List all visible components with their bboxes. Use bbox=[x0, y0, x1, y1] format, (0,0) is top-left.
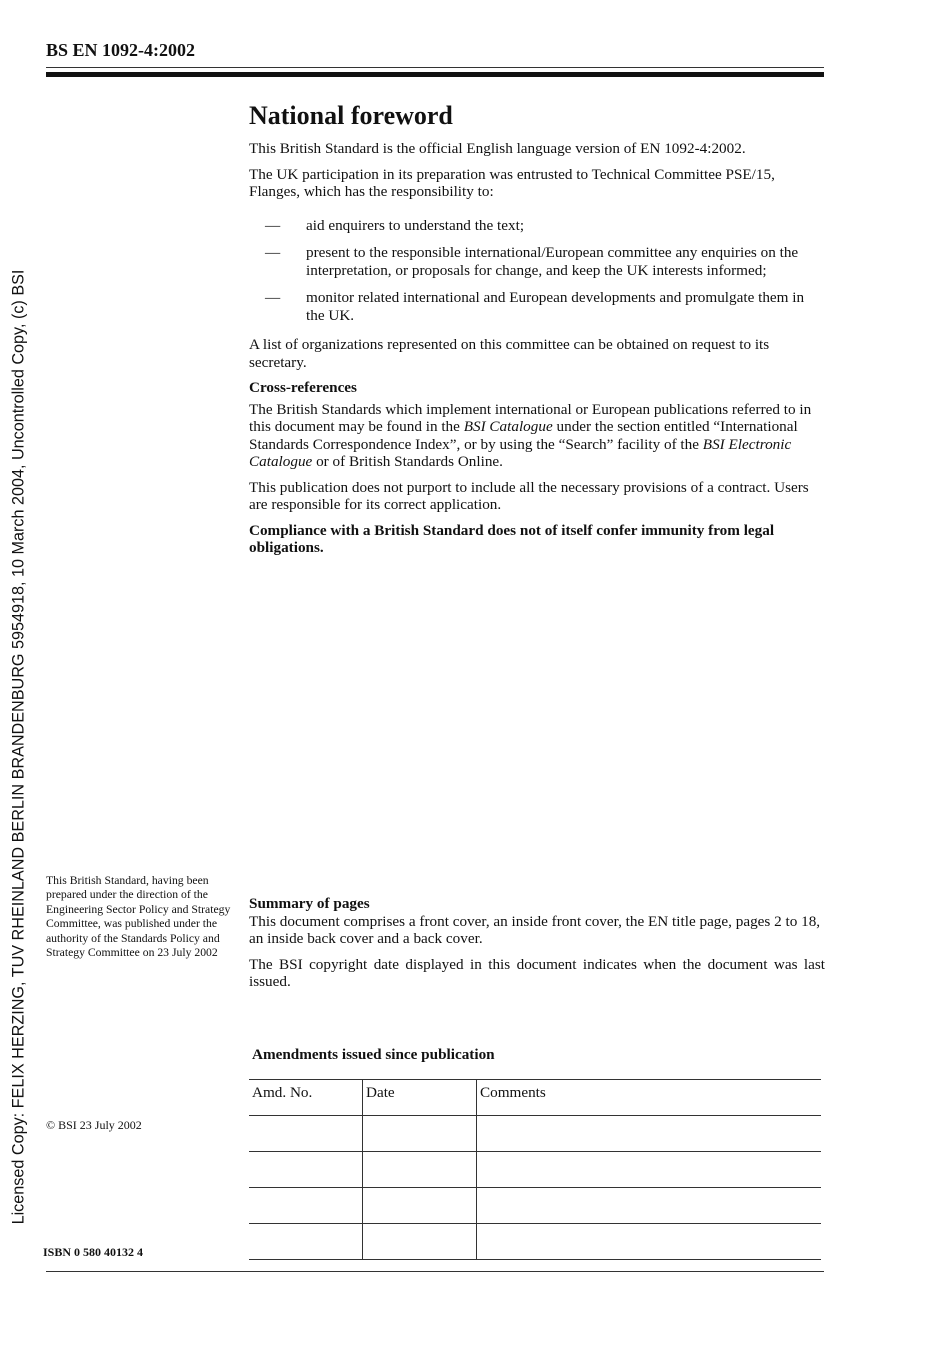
crossref-text: under the section entitled “International Standards Correspondence Index”, or by using the “Search” facility of the bbox=[249, 418, 798, 453]
summary-heading: Summary of pages bbox=[249, 895, 370, 912]
list-item-text: aid enquirers to understand the text; bbox=[306, 216, 525, 234]
column-header-comments: Comments bbox=[477, 1080, 822, 1116]
crossref-text: The British Standards which implement international or European publications referred to in this document may be found in the bbox=[249, 400, 812, 435]
footer-rule bbox=[46, 1271, 824, 1272]
header-rule-thin bbox=[46, 67, 824, 68]
summary-text: This document comprises a front cover, an inside front cover, the EN title page, pages 2 to 18, an inside back cover and a back cover. bbox=[249, 912, 821, 947]
table-cell bbox=[477, 1152, 822, 1188]
amendments-title: Amendments issued since publication bbox=[252, 1046, 495, 1063]
list-item bbox=[249, 217, 825, 235]
summary-of-pages-section bbox=[249, 895, 825, 999]
amendments-table bbox=[249, 1079, 821, 1260]
intro-paragraph: This British Standard is the official English language version of EN 1092-4:2002. bbox=[249, 140, 746, 157]
table-cell bbox=[363, 1152, 477, 1188]
crossref-text: or of British Standards Online. bbox=[312, 453, 503, 470]
table-row bbox=[249, 1116, 821, 1152]
table-cell bbox=[477, 1188, 822, 1224]
committee-paragraph: The UK participation in its preparation was entrusted to Technical Committee PSE/15, Flanges, which has the responsibility to: bbox=[249, 165, 775, 200]
table-cell bbox=[363, 1116, 477, 1152]
license-sidebar bbox=[4, 180, 34, 1315]
bsi-catalogue-title: BSI Catalogue bbox=[463, 418, 553, 435]
license-watermark-text: Licensed Copy: FELIX HERZING, TUV RHEINLAND BERLIN BRANDENBURG 5954918, 10 March 2004, Uncontrolled Copy, (c) BSI bbox=[9, 269, 28, 1225]
table-row bbox=[249, 1224, 821, 1260]
table-row bbox=[249, 1188, 821, 1224]
table-cell bbox=[249, 1188, 363, 1224]
isbn-number: ISBN 0 580 40132 4 bbox=[43, 1245, 144, 1259]
table-cell bbox=[477, 1224, 822, 1260]
header-rule-thick bbox=[46, 72, 824, 77]
responsibility-list bbox=[249, 217, 825, 325]
dash-bullet: — bbox=[265, 216, 281, 234]
dash-bullet: — bbox=[265, 289, 281, 306]
compliance-statement: Compliance with a British Standard does not of itself confer immunity from legal obligations. bbox=[249, 521, 775, 556]
bsi-electronic-catalogue-title: BSI Electronic Catalogue bbox=[249, 435, 792, 470]
column-header-amd-no: Amd. No. bbox=[249, 1080, 363, 1116]
publication-authority-note: This British Standard, having been prepared under the direction of the Engineering Sector Policy and Strategy Committee, was published under the authority of the Standards Policy and Strategy Committee on 23 July 2002 bbox=[46, 874, 231, 960]
dash-bullet: — bbox=[265, 244, 281, 261]
list-item bbox=[249, 244, 825, 279]
list-item bbox=[249, 289, 825, 324]
document-id-header: BS EN 1092-4:2002 bbox=[46, 40, 196, 60]
table-cell bbox=[249, 1224, 363, 1260]
copyright-date-note: The BSI copyright date displayed in this document indicates when the document was last issued. bbox=[249, 955, 825, 990]
national-foreword-section bbox=[249, 100, 825, 565]
table-cell bbox=[249, 1152, 363, 1188]
section-title: National foreword bbox=[249, 101, 453, 130]
table-cell bbox=[363, 1224, 477, 1260]
list-item-text: monitor related international and European developments and promulgate them in the UK. bbox=[306, 289, 805, 324]
provisions-paragraph: This publication does not purport to include all the necessary provisions of a contract. Users are responsible for its correct application. bbox=[249, 478, 809, 513]
list-item-text: present to the responsible international/European committee any enquiries on the interpretation, or proposals for change, and keep the UK interests informed; bbox=[306, 244, 799, 279]
table-cell bbox=[477, 1116, 822, 1152]
table-cell bbox=[249, 1116, 363, 1152]
table-cell bbox=[363, 1188, 477, 1224]
table-header-row bbox=[249, 1080, 821, 1116]
organizations-paragraph: A list of organizations represented on this committee can be obtained on request to its secretary. bbox=[249, 336, 770, 371]
cross-references-heading: Cross-references bbox=[249, 379, 357, 396]
column-header-date: Date bbox=[363, 1080, 477, 1116]
cross-references-paragraph bbox=[249, 401, 825, 471]
copyright-line: © BSI 23 July 2002 bbox=[46, 1118, 142, 1132]
table-row bbox=[249, 1152, 821, 1188]
